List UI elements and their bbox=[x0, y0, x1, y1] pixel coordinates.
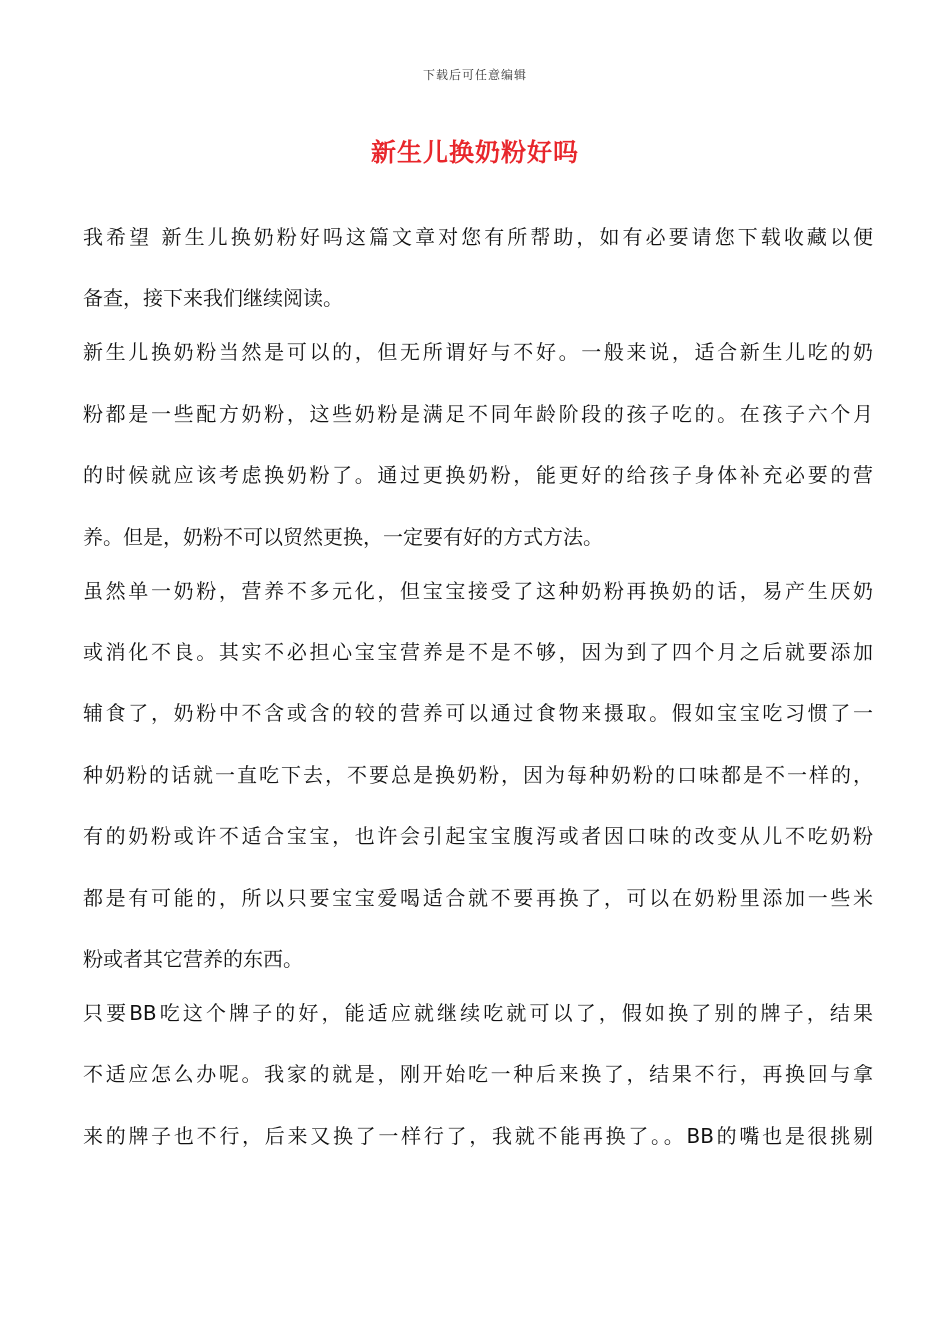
article-body bbox=[83, 220, 873, 1180]
text-line: 备查，接下来我们继续阅读。 bbox=[83, 286, 343, 311]
text-line: 有的奶粉或许不适合宝宝，也许会引起宝宝腹泻或者因口味的改变从儿不吃奶粉 bbox=[83, 824, 873, 849]
text-line: 养。但是，奶粉不可以贸然更换，一定要有好的方式方法。 bbox=[83, 524, 603, 549]
text-line: 粉或者其它营养的东西。 bbox=[83, 946, 303, 971]
text-line: 不适应怎么办呢。我家的就是，刚开始吃一种后来换了，结果不行，再换回与拿 bbox=[83, 1062, 873, 1087]
text-line: 辅食了，奶粉中不含或含的较的营养可以通过食物来摄取。假如宝宝吃习惯了一 bbox=[83, 701, 873, 726]
text-line: 来的牌子也不行，后来又换了一样行了，我就不能再换了。。BB的嘴也是很挑剔 bbox=[83, 1123, 873, 1148]
text-line: 我希望 新生儿换奶粉好吗这篇文章对您有所帮助，如有必要请您下载收藏以便 bbox=[83, 225, 873, 249]
text-line: 新生儿换奶粉当然是可以的，但无所谓好与不好。一般来说，适合新生儿吃的奶 bbox=[83, 340, 873, 365]
text-line: 粉都是一些配方奶粉，这些奶粉是满足不同年龄阶段的孩子吃的。在孩子六个月 bbox=[83, 401, 873, 426]
text-line: 的时候就应该考虑换奶粉了。通过更换奶粉，能更好的给孩子身体补充必要的营 bbox=[83, 463, 873, 488]
text-line: 种奶粉的话就一直吃下去，不要总是换奶粉，因为每种奶粉的口味都是不一样的， bbox=[83, 762, 873, 787]
text-line: 只要BB吃这个牌子的好，能适应就继续吃就可以了，假如换了别的牌子，结果 bbox=[83, 1000, 873, 1025]
text-line: 虽然单一奶粉，营养不多元化，但宝宝接受了这种奶粉再换奶的话，易产生厌奶 bbox=[83, 578, 873, 603]
header-note: 下载后可任意编辑 bbox=[422, 68, 527, 82]
text-line: 都是有可能的，所以只要宝宝爱喝适合就不要再换了，可以在奶粉里添加一些米 bbox=[83, 885, 873, 910]
document-title: 新生儿换奶粉好吗 bbox=[370, 138, 579, 167]
text-line: 或消化不良。其实不必担心宝宝营养是不是不够，因为到了四个月之后就要添加 bbox=[83, 639, 873, 664]
